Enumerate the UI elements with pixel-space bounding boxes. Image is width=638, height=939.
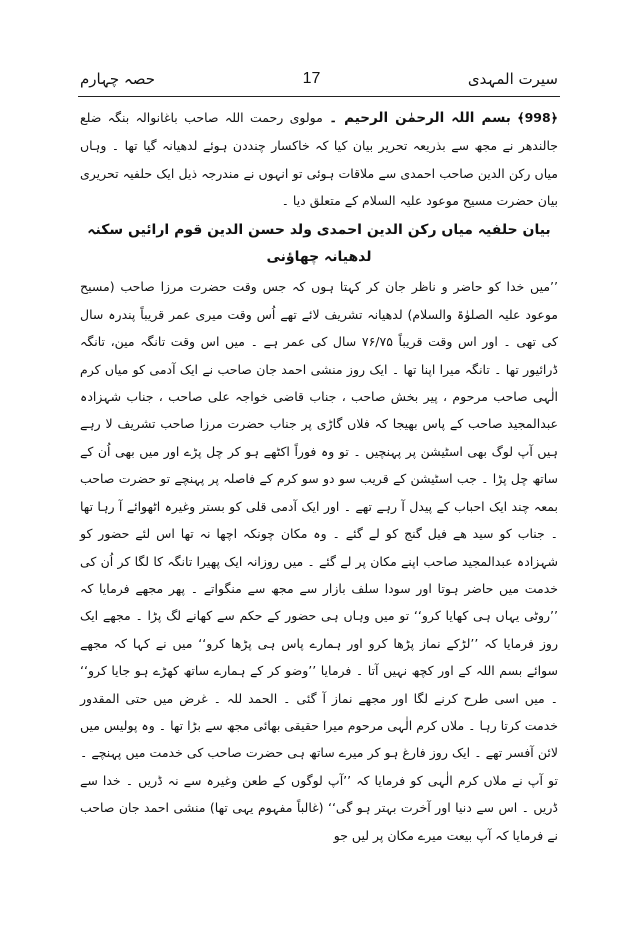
page-header [80,64,558,94]
bismillah: بسم اللہ الرحمٰن الرحیم ۔ [329,110,511,126]
header-rule [78,96,560,97]
page-number: 17 [302,70,321,87]
statement-paragraph: ’’میں خدا کو حاضر و ناظر جان کر کہتا ہوں کہ جس وقت حضرت مرزا صاحب (مسیح موعود علیہ الصلوٰۃ والسلام) لدھیانہ تشریف لائے تھے اُس وقت میری عمر قریباً پندرہ سال کی تھی ۔ اور اس وقت قریباً ۷۶/۷۵ سال کی عمر ہے ۔ میں اس وقت تانگہ مین، تانگہ ڈرائیور تھا ۔ تانگہ میرا اپنا تھا ۔ ایک روز منشی احمد جان صاحب نے ایک آدمی کو میاں کرم الٰہی صاحب مرحوم ، پیر بخش صاحب ، جناب قاضی خواجہ علی صاحب ، جناب شہزادہ عبدالمجید صاحب کے پاس بھیجا کہ فلاں گاڑی پر جناب حضرت مرزا صاحب تشریف لا رہے ہیں آپ لوگ بھی اسٹیشن پر پہنچیں ۔ تو وہ فوراً اکٹھے ہو کر چل پڑے اور میں بھی اُن کے ساتھ چل پڑا ۔ جب اسٹیشن کے قریب سو دو سو کرم کے فاصلہ پر پہنچے تو حضرت صاحب بمعہ چند ایک احباب کے پیدل آ رہے تھے ۔ اور ایک آدمی قلی کو بستر وغیرہ اٹھوائے آ رہا تھا ۔ جناب کو سید ھے فیل گنج کو لے گئے ۔ وہ مکان چونکہ اچھا نہ تھا اس لئے حضور کو شہزادہ عبدالمجید صاحب اپنے مکان پر لے گئے ۔ میں روزانہ ایک پھیرا تانگہ کا لگا کر اُن کی خدمت میں حاضر ہوتا اور سودا سلف بازار سے مجھ سے منگواتے ۔ پھر مجھے فرمایا کہ ’’روٹی یہاں ہی کھایا کرو‘‘ تو میں وہاں ہی حضور کے حکم سے کھانے لگ پڑا ۔ مجھے ایک روز فرمایا کہ ’’لڑکے نماز پڑھا کرو اور ہمارے پاس ہی پڑھا کرو‘‘ میں نے کہا کہ مجھے سوائے بسم اللہ کے اور کچھ نہیں آتا ۔ فرمایا ’’وضو کر کے ہمارے ساتھ کھڑے ہو جایا کرو‘‘ ۔ میں اسی طرح کرنے لگا اور مجھے نماز آ گئی ۔ الحمد للہ ۔ غرض میں حتی المقدور خدمت کرتا رہا ۔ ملاں کرم الٰہی مرحوم میرا حقیقی بھائی مجھ سے بڑا تھا ۔ وہ پولیس میں لائن آفسر تھے ۔ ایک روز فارغ ہو کر میرے ساتھ ہی حضرت صاحب کی خدمت میں پہنچے ۔ تو آپ نے ملاں کرم الٰہی کو فرمایا کہ ’’آپ لوگوں کے طعن وغیرہ سے نہ ڈریں ۔ خدا سے ڈریں ۔ اس سے دنیا اور آخرت بہتر ہو گی‘‘ (غالباً مفہوم یہی تھا) منشی احمد جان صاحب نے فرمایا کہ آپ بیعت میرے مکان پر لیں جو [80,279,558,843]
intro-text: مولوی رحمت اللہ صاحب باغانوالہ بنگہ ضلع جالندھر نے مجھ سے بذریعہ تحریر بیان کیا کہ خاکسار چنددن ہوئے لدھیانہ گیا تھا ۔ وہاں میاں رکن الدین صاحب احمدی سے ملاقات ہوئی تو انہوں نے مندرجہ ذیل ایک حلفیہ تحریری بیان حضرت مسیح موعود علیہ السلام کے متعلق دیا ۔ [80,110,558,209]
book-title: سیرت المہدی [467,70,558,88]
page-body [80,104,558,849]
part-label: حصہ چہارم [80,70,155,88]
statement-heading: بیان حلفیہ میاں رکن الدین احمدی ولد حسن الدین قوم ارائیں سکنہ لدھیانہ چھاؤنی [87,221,551,266]
intro-paragraph [80,104,558,215]
entry-number: ﴿998﴾ [517,110,558,125]
